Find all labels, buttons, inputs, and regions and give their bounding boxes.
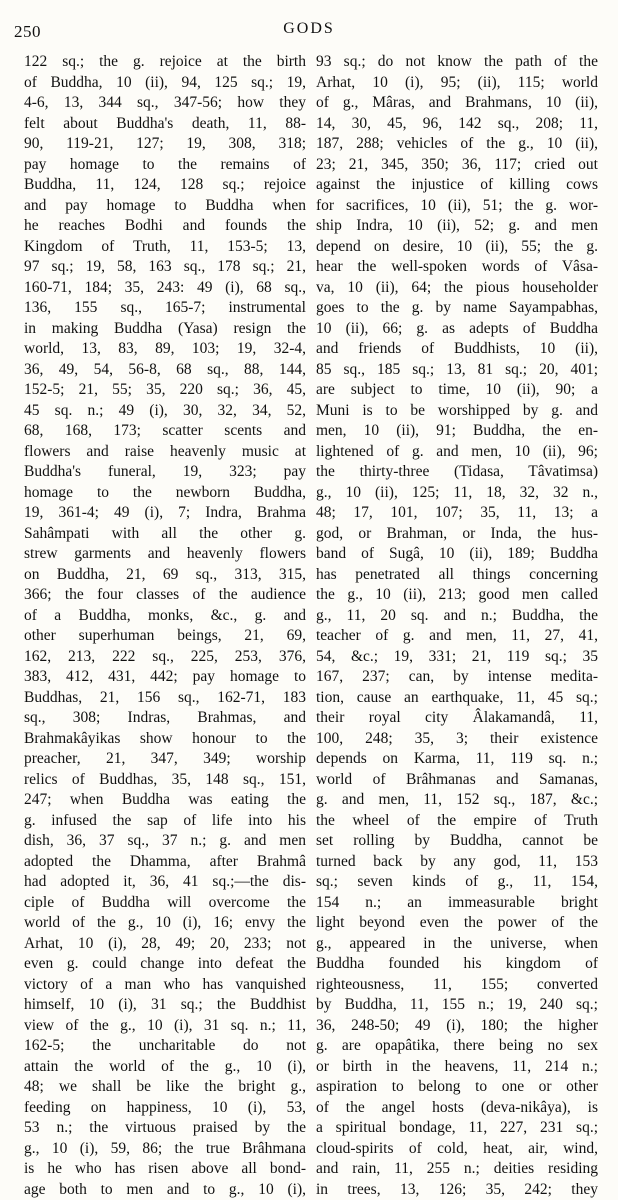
text-line: lightened of g. and men, 10 (ii), 96; [316,442,598,463]
text-line: view of the g., 10 (i), 31 sq. n.; 11, [24,1016,306,1037]
text-line: felt about Buddha's death, 11, 88- [24,114,306,135]
text-line: victory of a man who has vanquished [24,975,306,996]
text-line: 162, 213, 222 sq., 225, 253, 376, [24,647,306,668]
text-line: 45 sq. n.; 49 (i), 30, 32, 34, 52, [24,401,306,422]
text-line: 53 n.; the virtuous praised by the [24,1118,306,1139]
text-line: va, 10 (ii), 64; the pious householder [316,278,598,299]
text-line: of Buddha, 10 (ii), 94, 125 sq.; 19, [24,73,306,94]
text-line: of a Buddha, monks, &c., g. and [24,606,306,627]
text-line: and rain, 11, 255 n.; deities residing [316,1159,598,1180]
text-line: is he who has risen above all bond- [24,1159,306,1180]
text-line: flowers and raise heavenly music at [24,442,306,463]
text-line: 36, 49, 54, 56-8, 68 sq., 88, 144, [24,360,306,381]
page-number: 250 [14,22,41,42]
text-line: feeding on happiness, 10 (i), 53, [24,1098,306,1119]
text-line: Brahmakâyikas show honour to the [24,729,306,750]
text-line: teacher of g. and men, 11, 27, 41, [316,626,598,647]
text-line: 85 sq., 185 sq.; 13, 81 sq.; 20, 401; [316,360,598,381]
text-line: their royal city Âlakamandâ, 11, [316,708,598,729]
text-line: on Buddha, 21, 69 sq., 313, 315, [24,565,306,586]
text-line: are subject to time, 10 (ii), 90; a [316,380,598,401]
text-line: in trees, 13, 126; 35, 242; they [316,1180,598,1200]
text-line: 19, 361-4; 49 (i), 7; Indra, Brahma [24,503,306,524]
text-line: in making Buddha (Yasa) resign the [24,319,306,340]
text-line: 90, 119-21, 127; 19, 308, 318; [24,134,306,155]
text-line: turned back by any god, 11, 153 [316,852,598,873]
text-line: goes to the g. by name Sayampabhas, [316,298,598,319]
text-line: of g., Mâras, and Brahmans, 10 (ii), [316,93,598,114]
text-line: Arhat, 10 (i), 28, 49; 20, 233; not [24,934,306,955]
text-line: 154 n.; an immeasurable bright [316,893,598,914]
text-line: g., 10 (ii), 125; 11, 18, 32, 32 n., [316,483,598,504]
text-line: tion, cause an earthquake, 11, 45 sq.; [316,688,598,709]
text-line: age both to men and to g., 10 (i), [24,1180,306,1200]
text-line: strew garments and heavenly flowers [24,544,306,565]
text-line: preacher, 21, 347, 349; worship [24,749,306,770]
text-line: he reaches Bodhi and founds the [24,216,306,237]
text-line: homage to the newborn Buddha, [24,483,306,504]
text-line: 48; 17, 101, 107; 35, 11, 13; a [316,503,598,524]
right-text-column [316,52,598,1200]
text-line: 97 sq.; 19, 58, 163 sq., 178 sq.; 21, [24,257,306,278]
text-line: g. and men, 11, 152 sq., 187, &c.; [316,790,598,811]
text-line: Muni is to be worshipped by g. and [316,401,598,422]
text-line: adopted the Dhamma, after Brahmâ [24,852,306,873]
text-line: 68, 168, 173; scatter scents and [24,421,306,442]
text-line: for sacrifices, 10 (ii), 51; the g. wor- [316,196,598,217]
text-line: 4-6, 13, 344 sq., 347-56; how they [24,93,306,114]
text-line: cloud-spirits of cold, heat, air, wind, [316,1139,598,1160]
text-line: the thirty-three (Tidasa, Tâvatimsa) [316,462,598,483]
text-line: sq.; seven kinds of g., 11, 154, [316,872,598,893]
text-line: dish, 36, 37 sq., 37 n.; g. and men [24,831,306,852]
text-line: 48; we shall be like the bright g., [24,1077,306,1098]
text-line: light beyond even the power of the [316,913,598,934]
text-line: had adopted it, 36, 41 sq.;—the dis- [24,872,306,893]
text-line: men, 10 (ii), 91; Buddha, the en- [316,421,598,442]
text-line: ciple of Buddha will overcome the [24,893,306,914]
text-line: world of the g., 10 (i), 16; envy the [24,913,306,934]
text-line: 100, 248; 35, 3; their existence [316,729,598,750]
text-line: attain the world of the g., 10 (i), [24,1057,306,1078]
text-line: himself, 10 (i), 31 sq.; the Buddhist [24,995,306,1016]
text-line: depend on desire, 10 (ii), 55; the g. [316,237,598,258]
text-line: the wheel of the empire of Truth [316,811,598,832]
text-line: and friends of Buddhists, 10 (ii), [316,339,598,360]
text-line: 167, 237; can, by intense medita- [316,667,598,688]
text-line: and pay homage to Buddha when [24,196,306,217]
text-line: 122 sq.; the g. rejoice at the birth [24,52,306,73]
text-line: Buddha's funeral, 19, 323; pay [24,462,306,483]
text-line: g. infused the sap of life into his [24,811,306,832]
text-line: set rolling by Buddha, cannot be [316,831,598,852]
text-line: 36, 248-50; 49 (i), 180; the higher [316,1016,598,1037]
text-line: other superhuman beings, 21, 69, [24,626,306,647]
text-line: Sahâmpati with all the other g. [24,524,306,545]
text-line: relics of Buddhas, 35, 148 sq., 151, [24,770,306,791]
text-line: 23; 21, 345, 350; 36, 117; cried out [316,155,598,176]
text-line: 93 sq.; do not know the path of the [316,52,598,73]
text-line: g., 10 (i), 59, 86; the true Brâhmana [24,1139,306,1160]
text-line: g., 11, 20 sq. and n.; Buddha, the [316,606,598,627]
text-line: even g. could change into defeat the [24,954,306,975]
running-title: GODS [0,20,618,38]
text-line: Buddhas, 21, 156 sq., 162-71, 183 [24,688,306,709]
text-line: 383, 412, 431, 442; pay homage to [24,667,306,688]
text-line: Arhat, 10 (i), 95; (ii), 115; world [316,73,598,94]
text-line: Buddha founded his kingdom of [316,954,598,975]
text-line: g., appeared in the universe, when [316,934,598,955]
text-line: 162-5; the uncharitable do not [24,1036,306,1057]
text-line: 136, 155 sq., 165-7; instrumental [24,298,306,319]
text-line: of the angel hosts (deva-nikâya), is [316,1098,598,1119]
text-line: Kingdom of Truth, 11, 153-5; 13, [24,237,306,258]
text-line: by Buddha, 11, 155 n.; 19, 240 sq.; [316,995,598,1016]
text-line: against the injustice of killing cows [316,175,598,196]
text-line: ship Indra, 10 (ii), 52; g. and men [316,216,598,237]
text-line: 366; the four classes of the audience [24,585,306,606]
text-line: 152-5; 21, 55; 35, 220 sq.; 36, 45, [24,380,306,401]
text-line: a spiritual bondage, 11, 227, 231 sq.; [316,1118,598,1139]
text-line: hear the well-spoken words of Vâsa- [316,257,598,278]
text-line: depends on Karma, 11, 119 sq. n.; [316,749,598,770]
text-line: aspiration to belong to one or other [316,1077,598,1098]
text-line: 187, 288; vehicles of the g., 10 (ii), [316,134,598,155]
text-line: pay homage to the remains of [24,155,306,176]
text-line: world of Brâhmanas and Samanas, [316,770,598,791]
text-line: world, 13, 83, 89, 103; 19, 32-4, [24,339,306,360]
text-line: 10 (ii), 66; g. as adepts of Buddha [316,319,598,340]
text-line: band of Sugâ, 10 (ii), 189; Buddha [316,544,598,565]
text-line: has penetrated all things concerning [316,565,598,586]
text-line: Buddha, 11, 124, 128 sq.; rejoice [24,175,306,196]
text-line: righteousness, 11, 155; converted [316,975,598,996]
text-line: 160-71, 184; 35, 243: 49 (i), 68 sq., [24,278,306,299]
text-line: 247; when Buddha was eating the [24,790,306,811]
text-line: sq., 308; Indras, Brahmas, and [24,708,306,729]
text-line: or birth in the heavens, 11, 214 n.; [316,1057,598,1078]
text-line: 54, &c.; 19, 331; 21, 119 sq.; 35 [316,647,598,668]
text-line: g. are opapâtika, there being no sex [316,1036,598,1057]
left-text-column [24,52,306,1200]
text-line: god, or Brahman, or Inda, the hus- [316,524,598,545]
text-line: the g., 10 (ii), 213; good men called [316,585,598,606]
text-line: 14, 30, 45, 96, 142 sq., 208; 11, [316,114,598,135]
